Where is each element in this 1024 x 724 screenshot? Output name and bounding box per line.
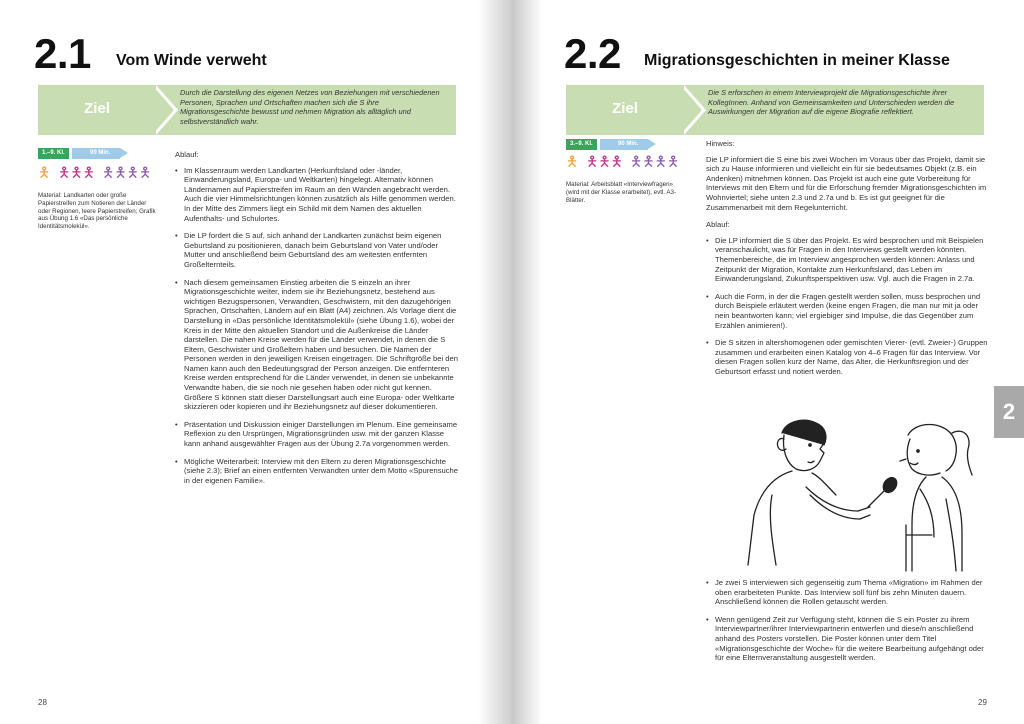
material-note: Material: Landkarten oder große Papierstreifen zum Notieren der Länder oder Regionen, leere Papierstreifen; Grafik aus Übung 1.6 «Das persönliche Identitätsmolekül». (38, 192, 156, 231)
ziel-band (38, 85, 456, 135)
group-size-icons (38, 163, 158, 183)
group-size-icons (566, 152, 686, 172)
hinweis-text: Die LP informiert die S eine bis zwei Wochen im Voraus über das Projekt, damit sie sich zu Hause informieren und vielleicht ein für sie bedeutsames Objekt (z.B. ein Andenken) mitnehmen können. Das Projekt ist auch eine gute Vorbereitung für Interviews mit den Eltern und für die Erforschung fremder Migrationsgeschichten im Wohnviertel; siehe unten 2.3 und 2.7a und b. Es ist gut geeignet für die Zusammenarbeit mit dem Regelunterricht. (706, 154, 987, 212)
hinweis-section (706, 139, 988, 384)
right-page (512, 0, 1024, 724)
list-item: • Die S sitzen in altershomogenen oder gemischten Vierer- (evtl. Zweier-) Gruppen zusammen und erarbeiten einen Katalog von 4–6 Fragen für das Interview. Vor diesen Fragen sollen kurz der Name, das Alter, die Herkunftsregion und der Geburtsort erfasst und notiert werden. (706, 338, 988, 376)
ziel-text: Die S erforschen in einem Interviewprojekt die Migrationsgeschichte ihrer KollegInnen. Anhand von Gemeinsamkeiten und Unterschieden werden die Auswirkungen der Migration auf die eigene Biografie reflektiert. (708, 88, 955, 116)
list-item: • Mögliche Weiterarbeit: Interview mit den Eltern zu deren Migrationsgeschichte (siehe 2.3); Brief an einen entfernten Verwandten unter dem Motto «Spurensuche in der eigenen Familie». (175, 457, 461, 486)
person-figure-icon: 🯅 (38, 164, 51, 180)
list-item: • Die LP informiert die S über das Projekt. Es wird besprochen und mit Beispielen veranschaulicht, was für Fragen in den Interviews gestellt werden könnten. Themenbereiche, die im Interview angesprochen werden können: Anlass und Zeitpunkt der Migration, Kontakte zum Herkunftsland, das Leben im Einwanderungsland, Zukunftsperspektiven usw. Vgl. auch die Fragen in 2.7a. (706, 236, 988, 284)
section-number: 2.1 (34, 30, 91, 77)
page-number: 28 (38, 698, 47, 707)
list-item: • Je zwei S interviewen sich gegenseitig zum Thema «Migration» im Rahmen der oben erarbeiteten Punkte. Das Interview soll fünf bis zehn Minuten dauern. Anschließend können die Rollen getauscht werden. (706, 578, 988, 607)
gutter-shadow (512, 0, 542, 724)
list-item: • Wenn genügend Zeit zur Verfügung steht, können die S ein Poster zu ihrem Interviewpartner/ihrer Interviewpartnerin entwerfen und diese/n anschließend anhand des Posters vorstellen. Die Poster können unter dem Titel «Migrationsgeschichte der Woche» für die weitere Bearbeitung aufgehängt oder für eine Elternveranstaltung ausgestellt werden. (706, 615, 988, 663)
ziel-band (566, 85, 984, 135)
hinweis-label: Hinweis: (706, 139, 735, 148)
class-badge: 1.–9. Kl. (38, 148, 69, 159)
badges (566, 139, 666, 151)
page-number: 29 (978, 698, 987, 707)
section-title: Vom Winde verweht (116, 52, 267, 69)
chapter-tab: 2 (994, 386, 1024, 438)
class-badge: 3.–9. Kl. (566, 139, 597, 150)
minutes-badge: 90 Min. (72, 148, 120, 159)
ablauf-section (175, 150, 461, 493)
list-item: • Nach diesem gemeinsamen Einstieg arbeiten die S einzeln an ihrer Migrationsgeschichte weiter, indem sie ihr Beziehungsnetz, bestehend aus wichtigen Bezugspersonen, Verwandten, Geschwistern, mit den dazugehörigen Sprachen, Ortschaften, Ländern auf ein Blatt (A4) zeichnen. Als Vorlage dient die Darstellung in «Das persönliche Identitätsmolekül» (siehe Übung 1.6), wobei der Kreis in der Mitte den aktuellen Standort und die Außenkreise die Länder darstellen. Die nahen Kreise werden für die Länder verwendet, in denen die S Eltern, Geschwister und Großeltern haben und besuchen. Die Namen der Personen werden in den jeweiligen Kreisen eingetragen. Die Schriftgröße bei den Namen kann auch den Bedeutungsgrad der Person anzeigen. Die entfernteren Kreise werden entsprechend für die Länder verwendet, in denen sie unbekannte Verwandte haben, die sie noch nie gesehen haben oder nicht gut kennen. Größere S können statt dieser Darstellungsart auch eine Europa- oder Weltkarte skizzieren oder kopieren und ihr Beziehungsnetz auf dieser dokumentieren. (175, 278, 461, 412)
person-figure-icon: 🯅🯅🯅🯅 (630, 153, 680, 169)
list-item: • Auch die Form, in der die Fragen gestellt werden sollen, muss besprochen und durch Beispiele erläutert werden (keine engen Fragen, die man nur mit ja oder nein beantworten kann; viel ergiebiger sind Impulse, die das Gegenüber zum Erzählen animieren!). (706, 292, 988, 330)
minutes-badge: 90 Min. (600, 139, 648, 150)
ziel-tag: Ziel (38, 85, 156, 135)
person-figure-icon: 🯅🯅🯅🯅 (102, 164, 152, 180)
person-figure-icon: 🯅🯅🯅 (58, 164, 95, 180)
person-figure-icon: 🯅🯅🯅 (586, 153, 623, 169)
ablauf-continued (706, 578, 988, 671)
badges (38, 148, 138, 160)
interview-illustration (720, 415, 982, 573)
list-item: • Die LP fordert die S auf, sich anhand der Landkarten zunächst beim eigenen Geburtsland zu positionieren, danach beim Geburtsland von Vater und/oder Mutter und anschließend beim Geburtsland des am weitesten entfernten Großelternteils. (175, 231, 461, 269)
gutter-shadow (478, 0, 512, 724)
list-item: • Im Klassenraum werden Landkarten (Herkunftsland oder -länder, Einwanderungsland, Europa- und Weltkarten) hingelegt. Alternativ können Ländernamen auf Papierstreifen im Raum an den Wänden angebracht werden. Auch die vier Himmelsrichtungen können zusätzlich als Hilfe genommen werden. In der Mitte des Zimmers liegt ein Schild mit dem Namen des aktuellen Aufenthalts- und Schulortes. (175, 166, 461, 224)
list-item: • Präsentation und Diskussion einiger Darstellungen im Plenum. Eine gemeinsame Reflexion zu den Ursprüngen, Migrationsgründen usw. mit der ganzen Klasse kann anhand ausgewählter Fragen aus der Übung 2.7a vorgenommen werden. (175, 420, 461, 449)
ziel-tag: Ziel (566, 85, 684, 135)
person-figure-icon: 🯅 (566, 153, 579, 169)
material-note: Material: Arbeitsblatt «Interviewfragen» (wird mit der Klasse erarbeitet), evtl. A3-Blätter. (566, 181, 677, 204)
section-number: 2.2 (564, 30, 621, 77)
ziel-text: Durch die Darstellung des eigenen Netzes von Beziehungen mit verschiedenen Personen, Sprachen und Ortschaften machen sich die S ihre Migrationsgeschichte bewusst und nehmen Migration als alltäglich und selbstverständlich wahr. (180, 88, 440, 126)
section-title: Migrationsgeschichten in meiner Klasse (644, 52, 950, 69)
ablauf-label: Ablauf: (706, 220, 730, 230)
ablauf-label: Ablauf: (175, 150, 199, 159)
